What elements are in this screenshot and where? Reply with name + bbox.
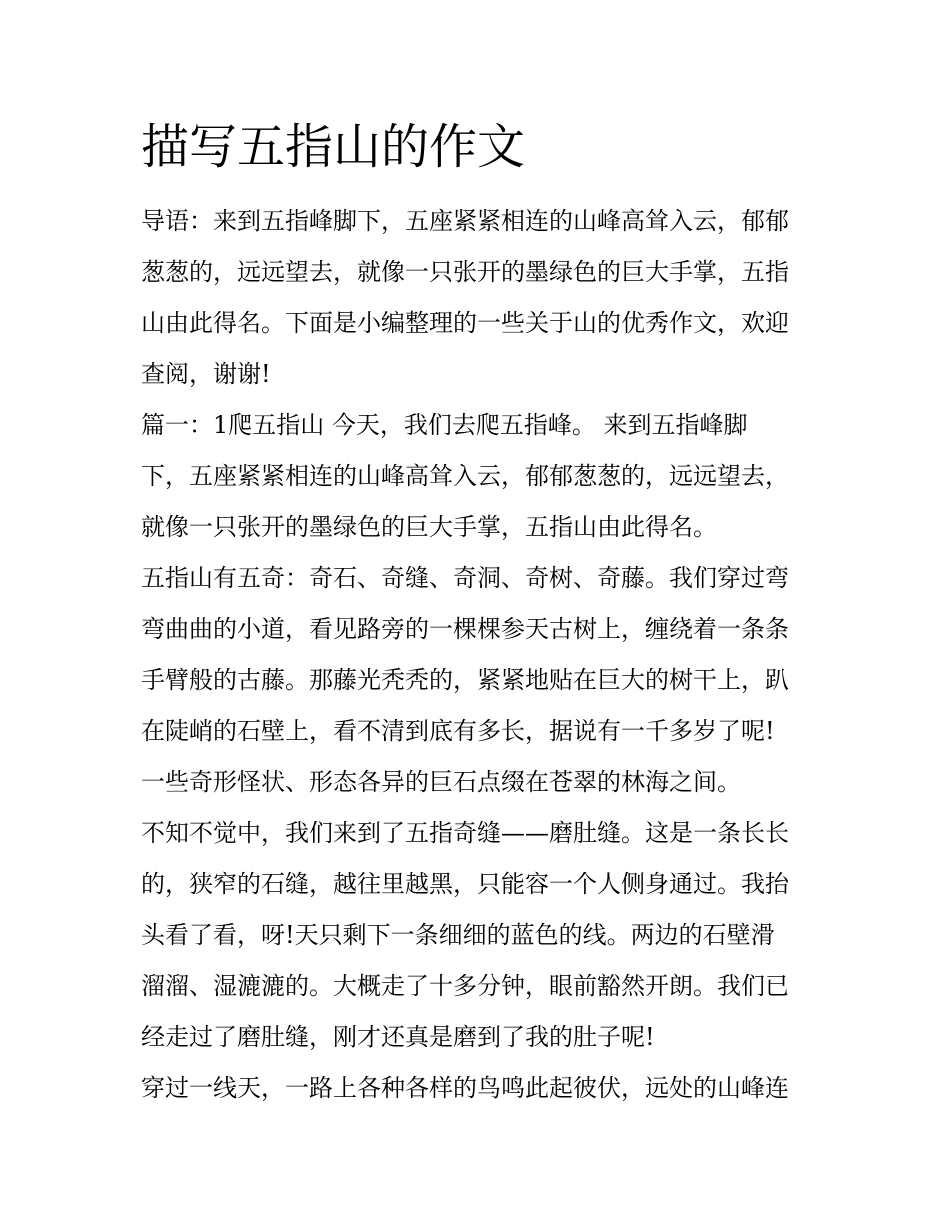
text-line: 穿过一线天，一路上各种各样的鸟鸣此起彼伏，远处的山峰连 bbox=[141, 1074, 789, 1102]
document-body bbox=[141, 196, 813, 1114]
text-line: 头看了看，呀!天只剩下一条细细的蓝色的线。两边的石壁滑 bbox=[141, 921, 775, 949]
text-line: 导语：来到五指峰脚下，五座紧紧相连的山峰高耸入云，郁郁 bbox=[141, 207, 789, 235]
paragraph-intro bbox=[141, 196, 813, 400]
text-line: 在陡峭的石壁上，看不清到底有多长，据说有一千多岁了呢! bbox=[141, 717, 775, 745]
text-line: 溜溜、湿漉漉的。大概走了十多分钟，眼前豁然开朗。我们已 bbox=[141, 972, 789, 1000]
text-line: 弯曲曲的小道，看见路旁的一棵棵参天古树上，缠绕着一条条 bbox=[141, 615, 789, 643]
paragraph-modu-crevice bbox=[141, 808, 813, 1063]
text-line: 葱葱的，远远望去，就像一只张开的墨绿色的巨大手掌，五指 bbox=[141, 258, 789, 286]
text-line: 五指山有五奇：奇石、奇缝、奇洞、奇树、奇藤。我们穿过弯 bbox=[141, 564, 789, 592]
document-title: 描写五指山的作文 bbox=[141, 119, 526, 175]
text-line: 查阅，谢谢! bbox=[141, 360, 271, 388]
text-line: 山由此得名。下面是小编整理的一些关于山的优秀作文，欢迎 bbox=[141, 309, 789, 337]
text-line: 篇一：1爬五指山 今天，我们去爬五指峰。 来到五指峰脚 bbox=[141, 411, 748, 439]
paragraph-after-yixiantian bbox=[141, 1063, 813, 1114]
text-line: 就像一只张开的墨绿色的巨大手掌，五指山由此得名。 bbox=[141, 513, 717, 541]
text-line: 一些奇形怪状、形态各异的巨石点缀在苍翠的林海之间。 bbox=[141, 768, 741, 796]
text-line: 下，五座紧紧相连的山峰高耸入云，郁郁葱葱的，远远望去， bbox=[141, 462, 789, 490]
text-line: 的，狭窄的石缝，越往里越黑，只能容一个人侧身通过。我抬 bbox=[141, 870, 789, 898]
paragraph-essay-one-opening bbox=[141, 400, 813, 553]
text-line: 不知不觉中，我们来到了五指奇缝——磨肚缝。这是一条长长 bbox=[141, 819, 789, 847]
text-line: 经走过了磨肚缝，刚才还真是磨到了我的肚子呢! bbox=[141, 1023, 655, 1051]
text-line: 手臂般的古藤。那藤光秃秃的，紧紧地贴在巨大的树干上，趴 bbox=[141, 666, 789, 694]
paragraph-five-wonders bbox=[141, 553, 813, 808]
